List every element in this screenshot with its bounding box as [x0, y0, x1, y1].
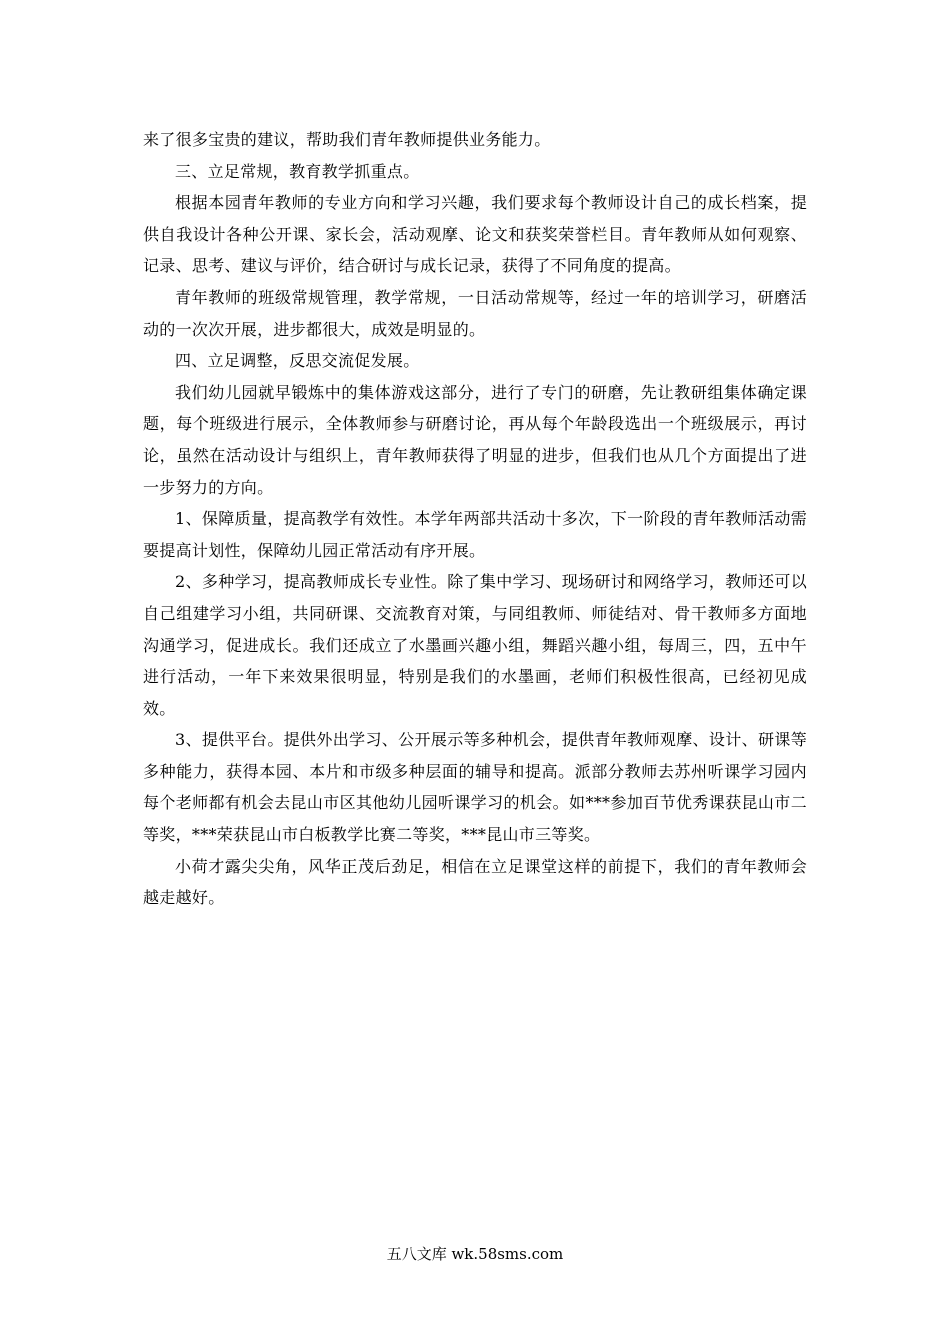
list-item-2: 2、多种学习，提高教师成长专业性。除了集中学习、现场研讨和网络学习，教师还可以自己组建学习小组，共同研课、交流教育对策，与同组教师、师徒结对、骨干教师多方面地沟通学习，促进成长。我们还成立了水墨画兴趣小组，舞蹈兴趣小组，每周三，四，五中午进行活动，一年下来效果很明显，特别是我们的水墨画，老师们积极性很高，已经初见成效。: [143, 572, 807, 718]
section-heading-four: 四、立足调整，反思交流促发展。: [175, 351, 420, 371]
list-item-3: 3、提供平台。提供外出学习、公开展示等多种机会，提供青年教师观摩、设计、研课等多种能力，获得本园、本片和市级多种层面的辅导和提高。派部分教师去苏州听课学习园内每个老师都有机会去昆山市区其他幼儿园听课学习的机会。如***参加百节优秀课获昆山市二等奖，***荣获昆山市白板教学比赛二等奖，***昆山市三等奖。: [143, 730, 807, 845]
page-footer: 五八文库 wk.58sms.com: [386, 1245, 564, 1263]
paragraph: 青年教师的班级常规管理，教学常规，一日活动常规等，经过一年的培训学习，研磨活动的一次次开展，进步都很大，成效是明显的。: [143, 287, 807, 339]
paragraph: 根据本园青年教师的专业方向和学习兴趣，我们要求每个教师设计自己的成长档案，提供自我设计各种公开课、家长会，活动观摩、论文和获奖荣誉栏目。青年教师从如何观察、记录、思考、建议与评价，结合研讨与成长记录，获得了不同角度的提高。: [143, 193, 807, 276]
list-item-1: 1、保障质量，提高教学有效性。本学年两部共活动十多次，下一阶段的青年教师活动需要提高计划性，保障幼儿园正常活动有序开展。: [143, 509, 807, 560]
section-heading-three: 三、立足常规，教育教学抓重点。: [175, 161, 420, 181]
paragraph: 我们幼儿园就早锻炼中的集体游戏这部分，进行了专门的研磨，先让教研组集体确定课题，每个班级进行展示，全体教师参与研磨讨论，再从每个年龄段选出一个班级展示，再讨论，虽然在活动设计与组织上，青年教师获得了明显的进步，但我们也从几个方面提出了进一步努力的方向。: [143, 382, 807, 497]
paragraph-continuation: 来了很多宝贵的建议，帮助我们青年教师提供业务能力。: [143, 130, 551, 149]
document-body: [143, 124, 807, 914]
closing-paragraph: 小荷才露尖尖角，风华正茂后劲足，相信在立足课堂这样的前提下，我们的青年教师会越走越好。: [143, 856, 807, 908]
